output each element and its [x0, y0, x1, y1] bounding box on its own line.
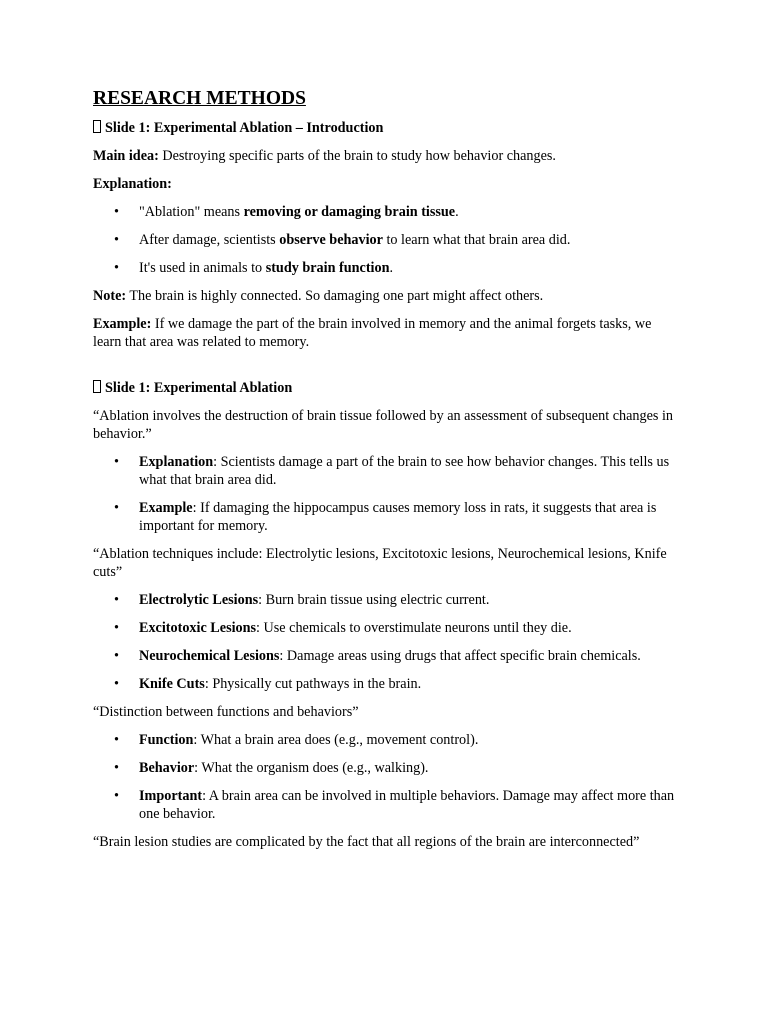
- bullet-bold: observe behavior: [279, 232, 383, 248]
- bullet-dot: •: [114, 620, 119, 636]
- bullet-text: : If damaging the hippocampus causes memory loss in rats, it suggests that area is important for memory.: [139, 500, 657, 534]
- note-label: Note:: [93, 288, 127, 304]
- bullet-dot: •: [114, 232, 119, 248]
- bullet-bold: Excitotoxic Lesions: [139, 620, 257, 636]
- bullet-dot: •: [114, 592, 119, 608]
- bullet-dot: •: [114, 760, 119, 776]
- main-idea-paragraph: [93, 147, 678, 165]
- quote-paragraph: “Ablation involves the destruction of brain tissue followed by an assessment of subsequent changes in behavior.”: [93, 408, 673, 442]
- document-page: [93, 86, 678, 861]
- list-item: [93, 787, 678, 823]
- slide-heading-intro-text: Slide 1: Experimental Ablation – Introduction: [105, 120, 384, 136]
- list-item: [93, 619, 678, 637]
- list-item: [93, 231, 678, 249]
- techniques-bullet-list: [93, 591, 678, 693]
- bullet-dot: •: [114, 788, 119, 804]
- explanation-label: Explanation:: [93, 176, 172, 192]
- quote-paragraph: “Ablation techniques include: Electrolytic lesions, Excitotoxic lesions, Neurochemical lesions, Knife cuts”: [93, 546, 667, 580]
- missing-glyph-box-icon: [93, 120, 101, 133]
- bullet-text: to learn what that brain area did.: [382, 232, 571, 248]
- bullet-dot: •: [114, 260, 119, 276]
- bullet-text: It's used in animals to: [139, 260, 266, 276]
- bullet-text: .: [389, 260, 394, 276]
- slide-heading-ablation-text: Slide 1: Experimental Ablation: [105, 380, 293, 396]
- bullet-text: : Use chemicals to overstimulate neurons until they die.: [256, 620, 572, 636]
- example-text: If we damage the part of the brain involved in memory and the animal forgets tasks, we learn that area was related to memory.: [93, 316, 652, 350]
- list-item: [93, 591, 678, 609]
- slide-heading-intro: [93, 119, 678, 137]
- slide-heading-ablation: [93, 379, 678, 397]
- bullet-text: After damage, scientists: [139, 232, 280, 248]
- bullet-bold: Explanation: [139, 454, 214, 470]
- bullet-dot: •: [114, 676, 119, 692]
- list-item: [93, 675, 678, 693]
- main-idea-label: Main idea:: [93, 148, 159, 164]
- function-behavior-bullet-list: [93, 731, 678, 823]
- bullet-text: .: [455, 204, 459, 220]
- bullet-dot: •: [114, 732, 119, 748]
- list-item: [93, 759, 678, 777]
- bullet-dot: •: [114, 454, 119, 470]
- list-item: [93, 731, 678, 749]
- bullet-bold: Knife Cuts: [139, 676, 205, 692]
- example-label: Example:: [93, 316, 152, 332]
- note-text: The brain is highly connected. So damaging one part might affect others.: [126, 288, 544, 304]
- bullet-bold: Electrolytic Lesions: [139, 592, 259, 608]
- bullet-bold: study brain function: [265, 260, 390, 276]
- bullet-text: : Physically cut pathways in the brain.: [204, 676, 422, 692]
- intro-bullet-list: [93, 203, 678, 277]
- section-spacer: [93, 361, 678, 379]
- bullet-text: : What the organism does (e.g., walking).: [194, 760, 429, 776]
- bullet-dot: •: [114, 648, 119, 664]
- list-item: [93, 453, 678, 489]
- bullet-bold: Behavior: [139, 760, 195, 776]
- ablation-bullet-list: [93, 453, 678, 535]
- bullet-bold: Function: [139, 732, 194, 748]
- bullet-text: "Ablation" means: [139, 204, 244, 220]
- missing-glyph-box-icon: [93, 380, 101, 393]
- bullet-text: : Scientists damage a part of the brain to see how behavior changes. This tells us what that brain area did.: [139, 454, 670, 488]
- document-title: RESEARCH METHODS: [93, 88, 306, 109]
- bullet-bold: removing or damaging brain tissue: [243, 204, 456, 220]
- list-item: [93, 647, 678, 665]
- main-idea-text: Destroying specific parts of the brain to study how behavior changes.: [158, 148, 556, 164]
- list-item: [93, 259, 678, 277]
- bullet-bold: Important: [139, 788, 203, 804]
- quote-paragraph: “Distinction between functions and behaviors”: [93, 704, 359, 720]
- bullet-bold: Example: [139, 500, 193, 516]
- bullet-dot: •: [114, 500, 119, 516]
- note-paragraph: [93, 287, 678, 305]
- bullet-text: : A brain area can be involved in multiple behaviors. Damage may affect more than one behavior.: [139, 788, 675, 822]
- list-item: [93, 499, 678, 535]
- bullet-bold: Neurochemical Lesions: [139, 648, 280, 664]
- list-item: [93, 203, 678, 221]
- bullet-text: : Burn brain tissue using electric current.: [258, 592, 490, 608]
- example-paragraph: [93, 315, 678, 351]
- bullet-text: : What a brain area does (e.g., movement control).: [193, 732, 479, 748]
- bullet-dot: •: [114, 204, 119, 220]
- quote-paragraph: “Brain lesion studies are complicated by the fact that all regions of the brain are interconnected”: [93, 834, 640, 850]
- explanation-label-paragraph: [93, 175, 678, 193]
- bullet-text: : Damage areas using drugs that affect specific brain chemicals.: [279, 648, 641, 664]
